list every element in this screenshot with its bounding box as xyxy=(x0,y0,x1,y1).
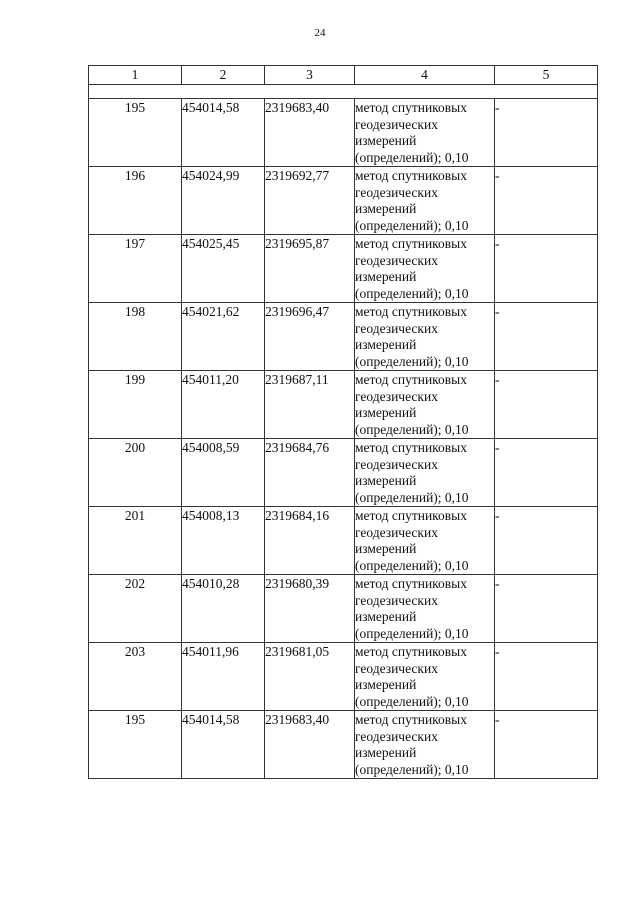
x-coordinate-cell: 454014,58 xyxy=(182,99,265,167)
point-number-cell: 203 xyxy=(89,643,182,711)
point-number-cell: 197 xyxy=(89,235,182,303)
note-cell: - xyxy=(495,575,598,643)
note-cell: - xyxy=(495,303,598,371)
y-coordinate-cell: 2319687,11 xyxy=(265,371,355,439)
coordinates-table xyxy=(88,65,598,779)
y-coordinate-cell: 2319683,40 xyxy=(265,711,355,779)
y-coordinate-cell: 2319692,77 xyxy=(265,167,355,235)
point-number-cell: 199 xyxy=(89,371,182,439)
x-coordinate-cell: 454025,45 xyxy=(182,235,265,303)
method-cell: метод спутниковых геодезических измерений (определений); 0,10 xyxy=(355,167,495,235)
x-coordinate-cell: 454014,58 xyxy=(182,711,265,779)
method-cell: метод спутниковых геодезических измерений (определений); 0,10 xyxy=(355,99,495,167)
method-cell: метод спутниковых геодезических измерений (определений); 0,10 xyxy=(355,575,495,643)
spacer-row xyxy=(89,85,598,99)
point-number-cell: 195 xyxy=(89,711,182,779)
column-header-2: 2 xyxy=(182,66,265,85)
table-body xyxy=(89,85,598,779)
point-number-cell: 198 xyxy=(89,303,182,371)
note-cell: - xyxy=(495,507,598,575)
column-header-4: 4 xyxy=(355,66,495,85)
y-coordinate-cell: 2319684,16 xyxy=(265,507,355,575)
table-row xyxy=(89,167,598,235)
method-cell: метод спутниковых геодезических измерений (определений); 0,10 xyxy=(355,439,495,507)
spacer-cell xyxy=(89,85,598,99)
method-cell: метод спутниковых геодезических измерений (определений); 0,10 xyxy=(355,303,495,371)
point-number-cell: 201 xyxy=(89,507,182,575)
point-number-cell: 195 xyxy=(89,99,182,167)
table-row xyxy=(89,439,598,507)
note-cell: - xyxy=(495,99,598,167)
page-number: 24 xyxy=(314,27,326,39)
method-cell: метод спутниковых геодезических измерений (определений); 0,10 xyxy=(355,235,495,303)
x-coordinate-cell: 454008,59 xyxy=(182,439,265,507)
y-coordinate-cell: 2319680,39 xyxy=(265,575,355,643)
table-header-row xyxy=(89,66,598,85)
table-row xyxy=(89,303,598,371)
y-coordinate-cell: 2319695,87 xyxy=(265,235,355,303)
method-cell: метод спутниковых геодезических измерений (определений); 0,10 xyxy=(355,643,495,711)
method-cell: метод спутниковых геодезических измерений (определений); 0,10 xyxy=(355,507,495,575)
table-row xyxy=(89,99,598,167)
table-row xyxy=(89,643,598,711)
column-header-3: 3 xyxy=(265,66,355,85)
x-coordinate-cell: 454010,28 xyxy=(182,575,265,643)
table-row xyxy=(89,235,598,303)
note-cell: - xyxy=(495,439,598,507)
y-coordinate-cell: 2319681,05 xyxy=(265,643,355,711)
column-header-5: 5 xyxy=(495,66,598,85)
point-number-cell: 200 xyxy=(89,439,182,507)
note-cell: - xyxy=(495,711,598,779)
point-number-cell: 202 xyxy=(89,575,182,643)
note-cell: - xyxy=(495,167,598,235)
point-number-cell: 196 xyxy=(89,167,182,235)
table-row xyxy=(89,711,598,779)
x-coordinate-cell: 454011,20 xyxy=(182,371,265,439)
x-coordinate-cell: 454024,99 xyxy=(182,167,265,235)
y-coordinate-cell: 2319684,76 xyxy=(265,439,355,507)
table-row xyxy=(89,371,598,439)
column-header-1: 1 xyxy=(89,66,182,85)
note-cell: - xyxy=(495,371,598,439)
table-row xyxy=(89,575,598,643)
method-cell: метод спутниковых геодезических измерений (определений); 0,10 xyxy=(355,371,495,439)
x-coordinate-cell: 454011,96 xyxy=(182,643,265,711)
method-cell: метод спутниковых геодезических измерений (определений); 0,10 xyxy=(355,711,495,779)
note-cell: - xyxy=(495,235,598,303)
note-cell: - xyxy=(495,643,598,711)
x-coordinate-cell: 454021,62 xyxy=(182,303,265,371)
y-coordinate-cell: 2319683,40 xyxy=(265,99,355,167)
x-coordinate-cell: 454008,13 xyxy=(182,507,265,575)
table-row xyxy=(89,507,598,575)
y-coordinate-cell: 2319696,47 xyxy=(265,303,355,371)
